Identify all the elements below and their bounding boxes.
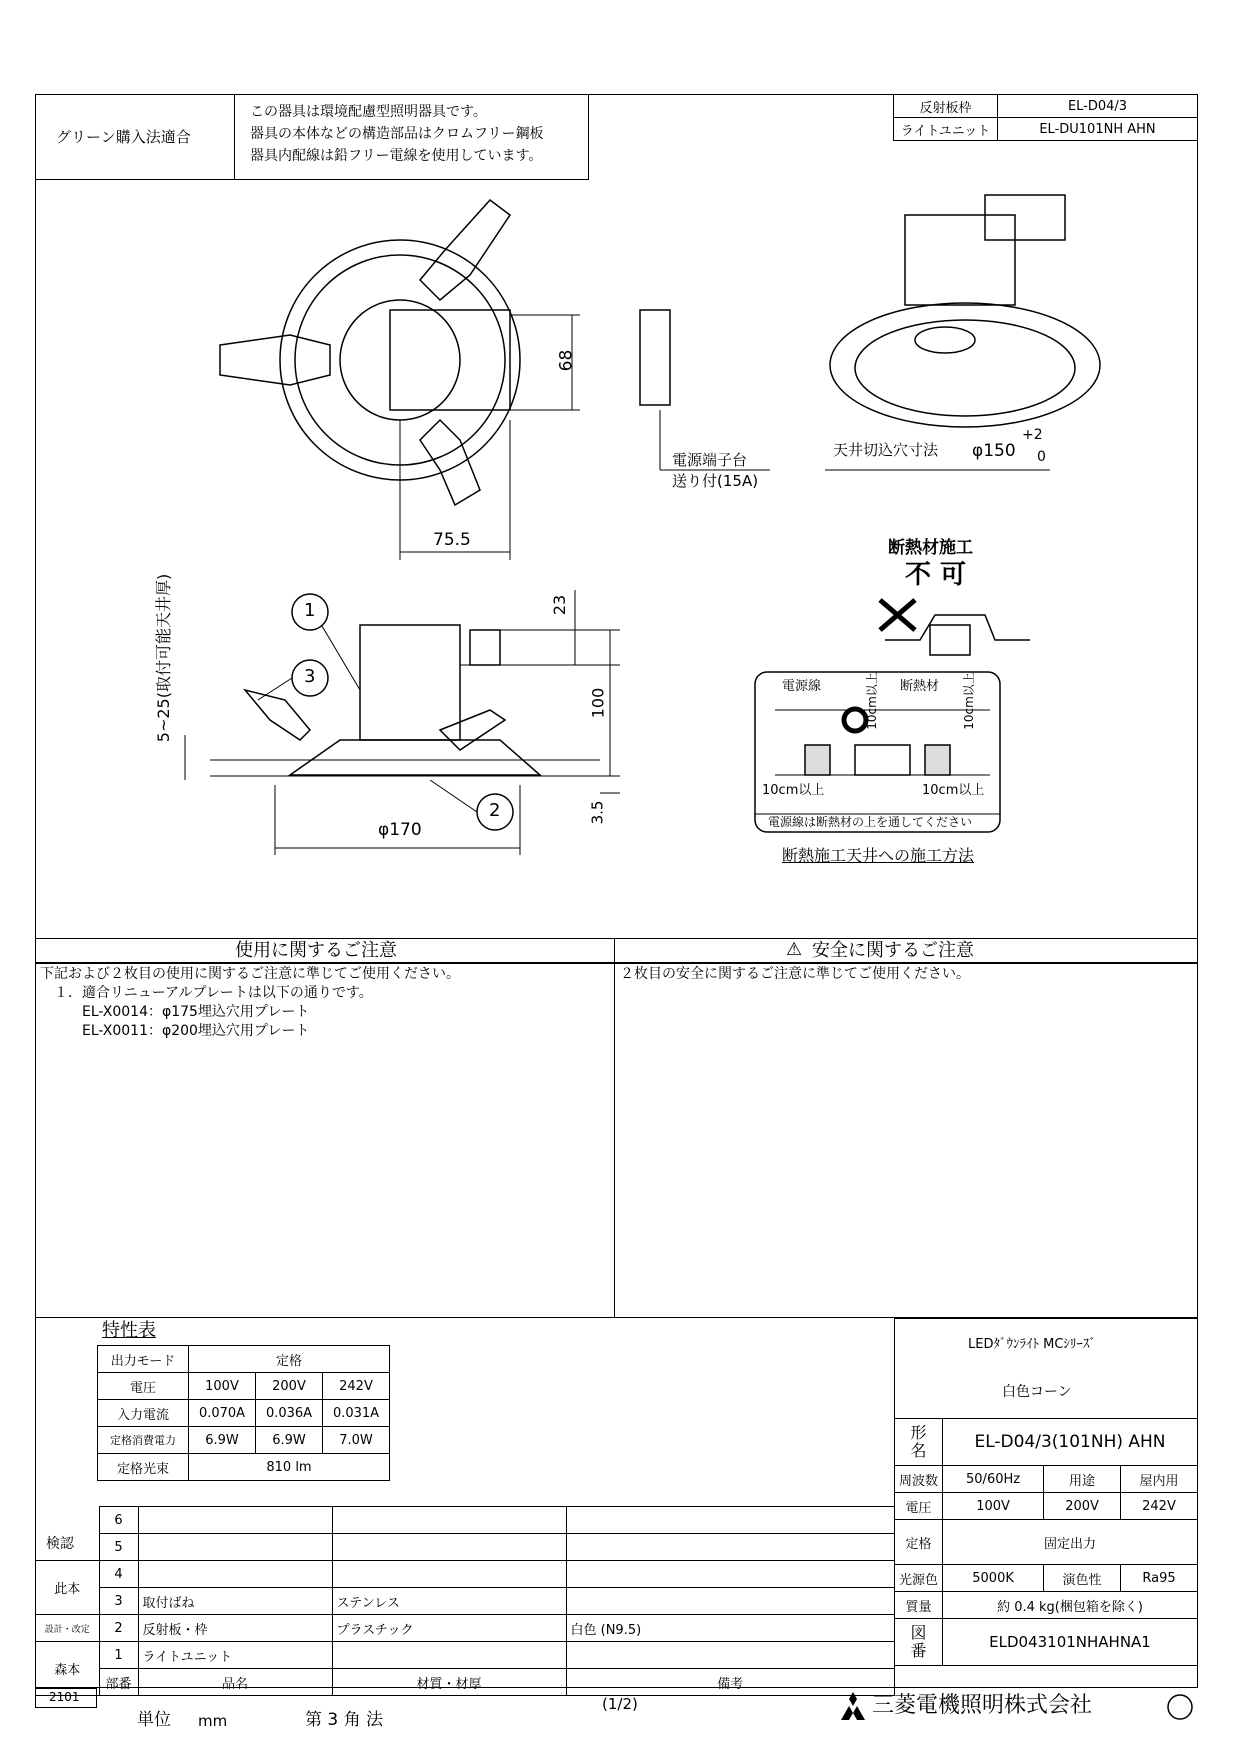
rating-value: 固定出力 xyxy=(943,1520,1198,1565)
bom-no: 6 xyxy=(99,1507,138,1534)
spec-cell: 242V xyxy=(323,1373,390,1400)
spec-row-label: 定格消費電力 xyxy=(98,1427,189,1454)
diagram-caption: 断熱施工天井への施工方法 xyxy=(782,846,975,865)
dim-170: φ170 xyxy=(378,820,422,840)
product-color: 白色コーン xyxy=(1002,1384,1072,1400)
bom-material: プラスチック xyxy=(332,1615,566,1642)
insulation-no: 不 可 xyxy=(905,560,967,590)
spring-left xyxy=(220,335,330,385)
bom-note xyxy=(566,1561,895,1588)
eco-line-3: 器具内配線は鉛フリー電線を使用しています。 xyxy=(250,148,543,164)
doc-code: 2101 xyxy=(49,1690,80,1704)
top-view-core xyxy=(340,300,460,420)
perspective-cone xyxy=(855,320,1075,416)
bom-name xyxy=(138,1534,332,1561)
bom-table xyxy=(35,1506,895,1696)
bom-header: 備考 xyxy=(566,1669,895,1696)
callout-2: 2 xyxy=(489,800,501,821)
bom-name xyxy=(138,1507,332,1534)
part-value: EL-D04/3 xyxy=(998,95,1198,118)
usage-line-2: １．適合リニューアルプレートは以下の通りです。 xyxy=(40,985,373,1001)
warning-icon: ⚠ xyxy=(786,939,803,960)
page-number: (1/2) xyxy=(602,1695,638,1713)
eco-line-1: この器具は環境配慮型照明器具です。 xyxy=(250,104,487,120)
unit-label: 単位 xyxy=(137,1710,171,1730)
bom-note: 白色 (N9.5) xyxy=(566,1615,895,1642)
diagram-power-line: 電源線 xyxy=(782,679,822,694)
side-spring xyxy=(245,690,310,740)
part-label: ライトユニット xyxy=(894,118,998,141)
diagram-10cm-right: 10cm以上 xyxy=(922,783,985,798)
spec-title: 特性表 xyxy=(102,1320,156,1341)
mass-label: 質量 xyxy=(895,1592,943,1619)
diagram-insulation: 断熱材 xyxy=(900,679,940,694)
bom-no: 5 xyxy=(99,1534,138,1561)
spec-cell: 6.9W xyxy=(256,1427,323,1454)
approval-1: 此本 xyxy=(36,1561,100,1615)
spec-flux-value: 810 lm xyxy=(189,1454,390,1481)
bom-no: 1 xyxy=(99,1642,138,1669)
bom-name xyxy=(138,1561,332,1588)
mitsubishi-logo xyxy=(838,1692,868,1720)
drawing-number: ELD043101NHAHNA1 xyxy=(943,1619,1198,1666)
spring-lower xyxy=(420,420,480,505)
insulation-icon xyxy=(885,615,1030,640)
spring-upper xyxy=(420,200,510,300)
spec-table xyxy=(97,1345,390,1481)
volt-value: 200V xyxy=(1044,1493,1121,1520)
spec-mode-value: 定格 xyxy=(189,1346,390,1373)
diagram-10cm-up1: 10cm以上 xyxy=(864,672,879,730)
terminal-label-1: 電源端子台 xyxy=(672,451,748,469)
bom-header: 部番 xyxy=(99,1669,138,1696)
spec-row-label: 電圧 xyxy=(98,1373,189,1400)
spec-cell: 6.9W xyxy=(189,1427,256,1454)
perspective-body xyxy=(905,215,1015,305)
dim-100: 100 xyxy=(588,687,608,719)
volt-value: 242V xyxy=(1121,1493,1198,1520)
light-value: 5000K xyxy=(943,1565,1044,1592)
bom-header: 材質・材厚 xyxy=(332,1669,566,1696)
use-value: 屋内用 xyxy=(1121,1466,1198,1493)
spec-cell: 0.036A xyxy=(256,1400,323,1427)
drawing-label: 図 番 xyxy=(895,1619,943,1666)
model-label: 形 名 xyxy=(895,1419,943,1466)
freq-label: 周波数 xyxy=(895,1466,943,1493)
perspective-lens xyxy=(915,327,975,353)
side-spring-right xyxy=(440,710,505,750)
callout-3: 3 xyxy=(304,666,316,687)
part-value: EL-DU101NH AHN xyxy=(998,118,1198,141)
bom-note xyxy=(566,1642,895,1669)
bom-material xyxy=(332,1642,566,1669)
bom-name: 反射板・枠 xyxy=(138,1615,332,1642)
rating-label: 定格 xyxy=(895,1520,943,1565)
safety-notes-box xyxy=(614,938,1198,1318)
cutout-value: φ150 xyxy=(972,441,1016,461)
cri-label: 演色性 xyxy=(1044,1565,1121,1592)
mass-value: 約 0.4 kg(梱包箱を除く) xyxy=(943,1592,1198,1619)
power-cable-icon xyxy=(844,709,866,731)
volt-label: 電圧 xyxy=(895,1493,943,1520)
part-label: 反射板枠 xyxy=(894,95,998,118)
unit-value: mm xyxy=(198,1712,228,1730)
top-view-body xyxy=(390,310,510,410)
diagram-note: 電源線は断熱材の上を通してください xyxy=(768,815,973,829)
eco-line-2: 器具の本体などの構造部品はクロムフリー鋼板 xyxy=(250,126,544,142)
usage-line-3: EL-X0014：φ175埋込穴用プレート xyxy=(40,1004,310,1020)
spec-flux-label: 定格光束 xyxy=(98,1454,189,1481)
approval-3: 森本 xyxy=(36,1642,100,1696)
notes-header-rule xyxy=(35,962,1198,964)
callout-1: 1 xyxy=(304,600,316,621)
dim-75-5: 75.5 xyxy=(433,530,471,550)
dim-3-5: 3.5 xyxy=(588,800,607,825)
spec-cell: 0.070A xyxy=(189,1400,256,1427)
side-body xyxy=(360,625,460,740)
company-name: 三菱電機照明株式会社 xyxy=(872,1693,1093,1718)
bom-material xyxy=(332,1507,566,1534)
terminal-label-2: 送り付(15A) xyxy=(672,472,759,490)
use-label: 用途 xyxy=(1044,1466,1121,1493)
volt-value: 100V xyxy=(943,1493,1044,1520)
cutout-label: 天井切込穴寸法 xyxy=(833,441,939,459)
bom-header: 品名 xyxy=(138,1669,332,1696)
diagram-10cm-left: 10cm以上 xyxy=(762,783,825,798)
cutout-tol-zero: 0 xyxy=(1037,449,1046,465)
terminal-block xyxy=(640,310,670,405)
bom-material: ステンレス xyxy=(332,1588,566,1615)
bom-no: 4 xyxy=(99,1561,138,1588)
circle-mark-icon xyxy=(1165,1692,1195,1722)
usage-title: 使用に関するご注意 xyxy=(235,940,397,961)
safety-title: 安全に関するご注意 xyxy=(812,940,974,961)
bom-note xyxy=(566,1507,895,1534)
ceiling-thickness-label: 5~25(取付可能天井厚) xyxy=(154,573,174,743)
cri-value: Ra95 xyxy=(1121,1565,1198,1592)
bom-name: ライトユニット xyxy=(138,1642,332,1669)
spec-cell: 7.0W xyxy=(323,1427,390,1454)
perspective-terminal xyxy=(985,195,1065,240)
model-name: EL-D04/3(101NH) AHN xyxy=(943,1419,1198,1466)
spec-mode-label: 出力モード xyxy=(98,1346,189,1373)
bom-note xyxy=(566,1588,895,1615)
insulation-title: 断熱材施工 xyxy=(888,538,973,558)
dim-68: 68 xyxy=(556,349,577,372)
dim-23: 23 xyxy=(550,594,570,616)
approval-2: 設計・改定 xyxy=(36,1615,100,1642)
side-flange xyxy=(290,740,540,775)
safety-line-1: ２枚目の安全に関するご注意に準じてご使用ください。 xyxy=(620,966,970,982)
light-label: 光源色 xyxy=(895,1565,943,1592)
spec-cell: 100V xyxy=(189,1373,256,1400)
projection: 第 3 角 法 xyxy=(305,1710,384,1730)
freq-value: 50/60Hz xyxy=(943,1466,1044,1493)
bom-material xyxy=(332,1534,566,1561)
bom-note xyxy=(566,1534,895,1561)
spec-cell: 0.031A xyxy=(323,1400,390,1427)
approval-0: 検認 xyxy=(46,1536,74,1552)
spec-cell: 200V xyxy=(256,1373,323,1400)
cutout-tol-plus: +2 xyxy=(1022,427,1043,443)
green-purchase-label: グリーン購入法適合 xyxy=(56,128,191,146)
diagram-10cm-up2: 10cm以上 xyxy=(961,672,976,730)
side-terminal xyxy=(470,630,500,665)
spec-row-label: 入力電流 xyxy=(98,1400,189,1427)
usage-line-4: EL-X0011：φ200埋込穴用プレート xyxy=(40,1023,310,1039)
product-table xyxy=(894,1418,1198,1666)
bom-material xyxy=(332,1561,566,1588)
perspective-flange xyxy=(830,303,1100,427)
product-series: LEDﾀﾞｳﾝﾗｲﾄ MCｼﾘｰｽﾞ xyxy=(968,1337,1096,1352)
bom-no: 3 xyxy=(99,1588,138,1615)
bom-name: 取付ばね xyxy=(138,1588,332,1615)
bom-no: 2 xyxy=(99,1615,138,1642)
usage-line-1: 下記および２枚目の使用に関するご注意に準じてご使用ください。 xyxy=(40,966,460,982)
